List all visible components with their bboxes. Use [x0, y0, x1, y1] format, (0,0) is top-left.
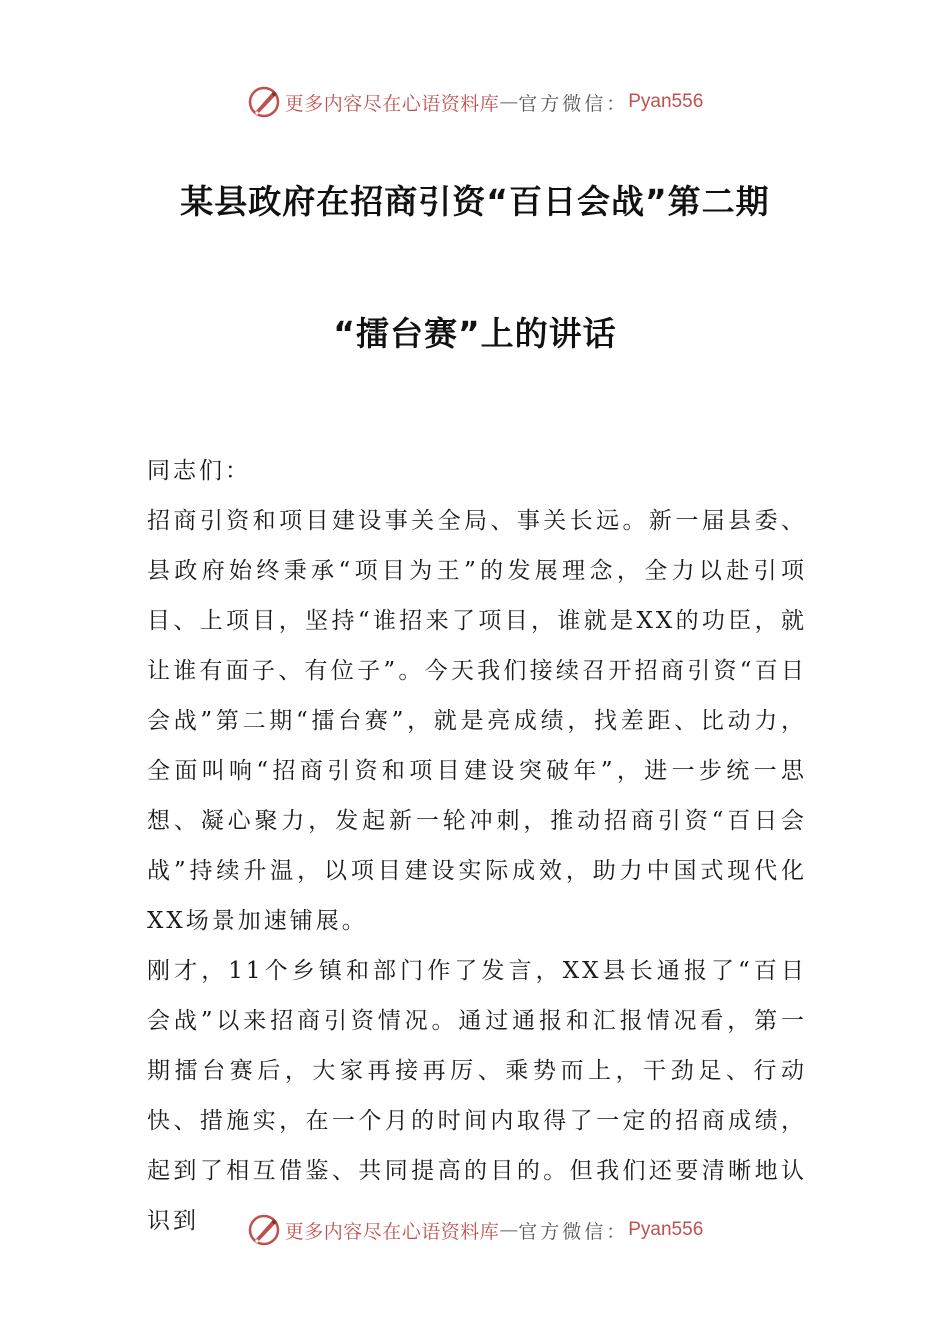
document-body — [147, 446, 807, 1246]
banner-separator: — — [499, 1219, 519, 1241]
banner-label: 官方微信： — [518, 1220, 629, 1243]
document-title-line1: 某县政府在招商引资“百日会战”第二期 — [180, 182, 770, 221]
banner-slogan: 更多内容尽在心语资料库 — [284, 1220, 500, 1243]
document-title-line2: “擂台赛”上的讲话 — [333, 314, 617, 353]
salutation: 同志们： — [147, 458, 251, 484]
banner-separator: — — [499, 91, 519, 113]
paragraph-2: 刚才，11个乡镇和部门作了发言，XX县长通报了“百日会战”以来招商引资情况。通过通报和汇报情况看，第一期擂台赛后，大家再接再厉、乘势而上，干劲足、行动快、措施实，在一个月的时间内取得了一定的招商成绩，起到了相互借鉴、共同提高的目的。但我们还要清晰地认识到 — [147, 958, 807, 1234]
pen-logo-icon — [247, 85, 281, 119]
banner-wechat-id: Pyan556 — [628, 1219, 704, 1240]
banner-slogan: 更多内容尽在心语资料库 — [284, 92, 500, 115]
banner-label: 官方微信： — [518, 92, 629, 115]
header-banner — [0, 82, 950, 122]
banner-wechat-id: Pyan556 — [628, 91, 704, 112]
pen-logo-icon — [247, 1213, 281, 1247]
footer-banner — [0, 1210, 950, 1250]
paragraph-1: 招商引资和项目建设事关全局、事关长远。新一届县委、县政府始终秉承“项目为王”的发展理念，全力以赴引项目、上项目，坚持“谁招来了项目，谁就是XX的功臣，就让谁有面子、有位子”。今天我们接续召开招商引资“百日会战”第二期“擂台赛”，就是亮成绩，找差距、比动力，全面叫响“招商引资和项目建设突破年”，进一步统一思想、凝心聚力，发起新一轮冲刺，推动招商引资“百日会战”持续升温，以项目建设实际成效，助力中国式现代化XX场景加速铺展。 — [147, 508, 807, 934]
